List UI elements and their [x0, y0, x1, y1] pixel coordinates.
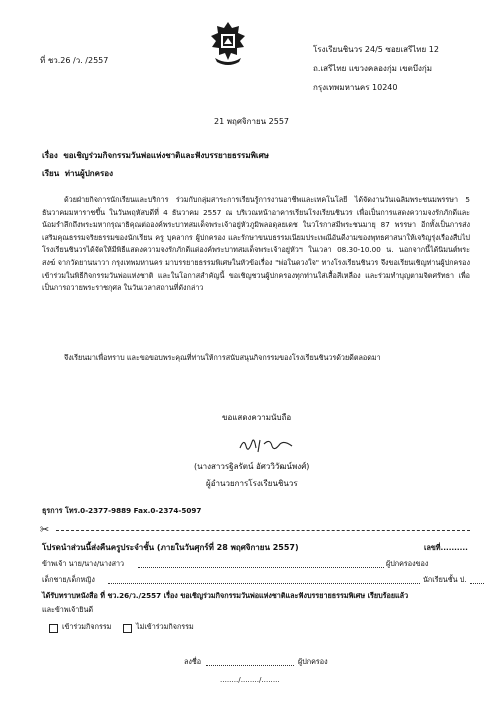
- recipient-text: ท่านผู้ปกครอง: [64, 169, 113, 178]
- student-class-field[interactable]: [470, 583, 484, 584]
- not-attend-checkbox[interactable]: [123, 624, 132, 633]
- recipient-label: เรียน: [42, 169, 60, 178]
- school-address-line2: ถ.เสรีไทย แขวงคลองกุ่ม เขตบึงกุ่ม: [313, 64, 432, 73]
- cut-line: [56, 530, 470, 531]
- signature-date-field[interactable]: ......../......../........: [220, 675, 280, 684]
- attend-checkbox[interactable]: [49, 624, 58, 633]
- signature-field[interactable]: [206, 665, 294, 666]
- school-address-line1: โรงเรียนชินวร 24/5 ซอยเสรีไทย 12: [313, 45, 439, 54]
- signature-label: ลงชื่อ: [184, 657, 202, 666]
- student-name-label: เด็กชาย/เด็กหญิง: [42, 575, 95, 584]
- subject-text: ขอเชิญร่วมกิจกรรมวันพ่อแห่งชาติและฟังบรรยายธรรมพิเศษ: [63, 151, 269, 160]
- student-number-field[interactable]: เลขที่..........: [424, 543, 468, 552]
- body-paragraph-2: จึงเรียนมาเพื่อทราบ และขอขอบพระคุณที่ท่านให้การสนับสนุนกิจกรรมของโรงเรียนชินวรด้วยดีตลอดมา: [64, 353, 381, 362]
- guardian-suffix: ผู้ปกครองของ: [386, 559, 429, 568]
- reference-number: ที่ ชว.26 /ว. /2557: [40, 56, 109, 65]
- guardian-name-field[interactable]: [138, 567, 384, 568]
- signer-name: (นางสาวรฐิลรัตน์ อัศววิวัฒน์พงศ์): [194, 462, 310, 471]
- student-name-field[interactable]: [108, 583, 420, 584]
- body-paragraph-1: ด้วยฝ่ายกิจการนักเรียนและบริการ ร่วมกับกลุ่มสาระการเรียนรู้การงานอาชีพและเทคโนโลยี ได้จัดงานวันเฉลิมพระชนมพรรษา 5 ธันวาคมมหาราชขึ้น ในวันพฤหัสบดีที่ 4 ธันวาคม 2557 ณ บริเวณหน้าอาคารเรียนโรงเรียนชินวร เพื่อเป็นการแสดงความจงรักภักดีและน้อมรำลึกถึงพระมหากรุณาธิคุณต่อองค์พระบาทสมเด็จพระเจ้าอยู่หัวภูมิพลอดุลยเดช ในวโรกาสมีพระชนมายุ 87 พรรษา อีกทั้งเป็นการส่งเสริมคุณธรรมจริยธรรมของนักเรียน ครู บุคลากร ผู้ปกครอง และรักษาขนบธรรมเนียมประเพณีอันดีงามของพุทธศาสนาให้เจริญรุ่งเรืองสืบไป โรงเรียนชินวรได้จัดให้มีพิธีแสดงความจงรักภักดีแด่องค์พระบาทสมเด็จพระเจ้าอยู่หัวฯ ในเวลา 08.30-10.00 น. นอกจากนี้ได้นิมนต์พระสงฆ์ จากวัดยานนาวา กรุงเทพมหานคร มาบรรยายธรรมพิเศษในหัวข้อเรื่อง "พ่อในดวงใจ" ทางโรงเรียนชินวร จึงขอเรียนเชิญท่านผู้ปกครองเข้าร่วมในพิธีกิจกรรมวันพ่อแห่งชาติ และในโอกาสสำคัญนี้ ขอเชิญชวนผู้ปกครองทุกท่านใส่เสื้อสีเหลือง และร่วมทำบุญตามจิตศรัทธา เพื่อเป็นการถวายพระราชกุศล ในวันเวลาสถานที่ดังกล่าว: [42, 195, 470, 293]
- school-address-line3: กรุงเทพมหานคร 10240: [313, 83, 398, 92]
- school-seal-icon: [209, 20, 247, 66]
- subject-line: [42, 150, 269, 161]
- acknowledgement-line2: และข้าพเจ้ายินดี: [42, 605, 94, 614]
- signer-title: ผู้อำนวยการโรงเรียนชินวร: [206, 479, 298, 488]
- contact-info: ธุรการ โทร.0-2377-9889 Fax.0-2374-5097: [42, 506, 202, 515]
- acknowledgement-line1: ได้รับทราบหนังสือ ที่ ชว.26/ว./2557 เรื่อง ขอเชิญร่วมกิจกรรมวันพ่อแห่งชาติและฟังบรรยายธรรมพิเศษ เรียบร้อยแล้ว: [42, 591, 409, 600]
- signature-icon: [236, 434, 296, 456]
- guardian-name-label: ข้าพเจ้า นาย/นาง/นางสาว: [42, 559, 125, 568]
- closing-salutation: ขอแสดงความนับถือ: [222, 413, 292, 422]
- reply-slip-title: โปรดนำส่วนนี้ส่งคืนครูประจำชั้น (ภายในวันศุกร์ที่ 28 พฤศจิกายน 2557): [42, 543, 299, 552]
- signature-suffix: ผู้ปกครอง: [298, 657, 328, 666]
- attend-option-label: เข้าร่วมกิจกรรม: [62, 622, 112, 631]
- not-attend-option-label: ไม่เข้าร่วมกิจกรรม: [136, 622, 194, 631]
- recipient-line: [42, 168, 113, 179]
- subject-label: เรื่อง: [42, 151, 58, 160]
- scissors-icon: ✂: [40, 523, 50, 536]
- student-class-label: นักเรียนชั้น ป.: [423, 575, 467, 584]
- letter-date: 21 พฤศจิกายน 2557: [214, 117, 289, 126]
